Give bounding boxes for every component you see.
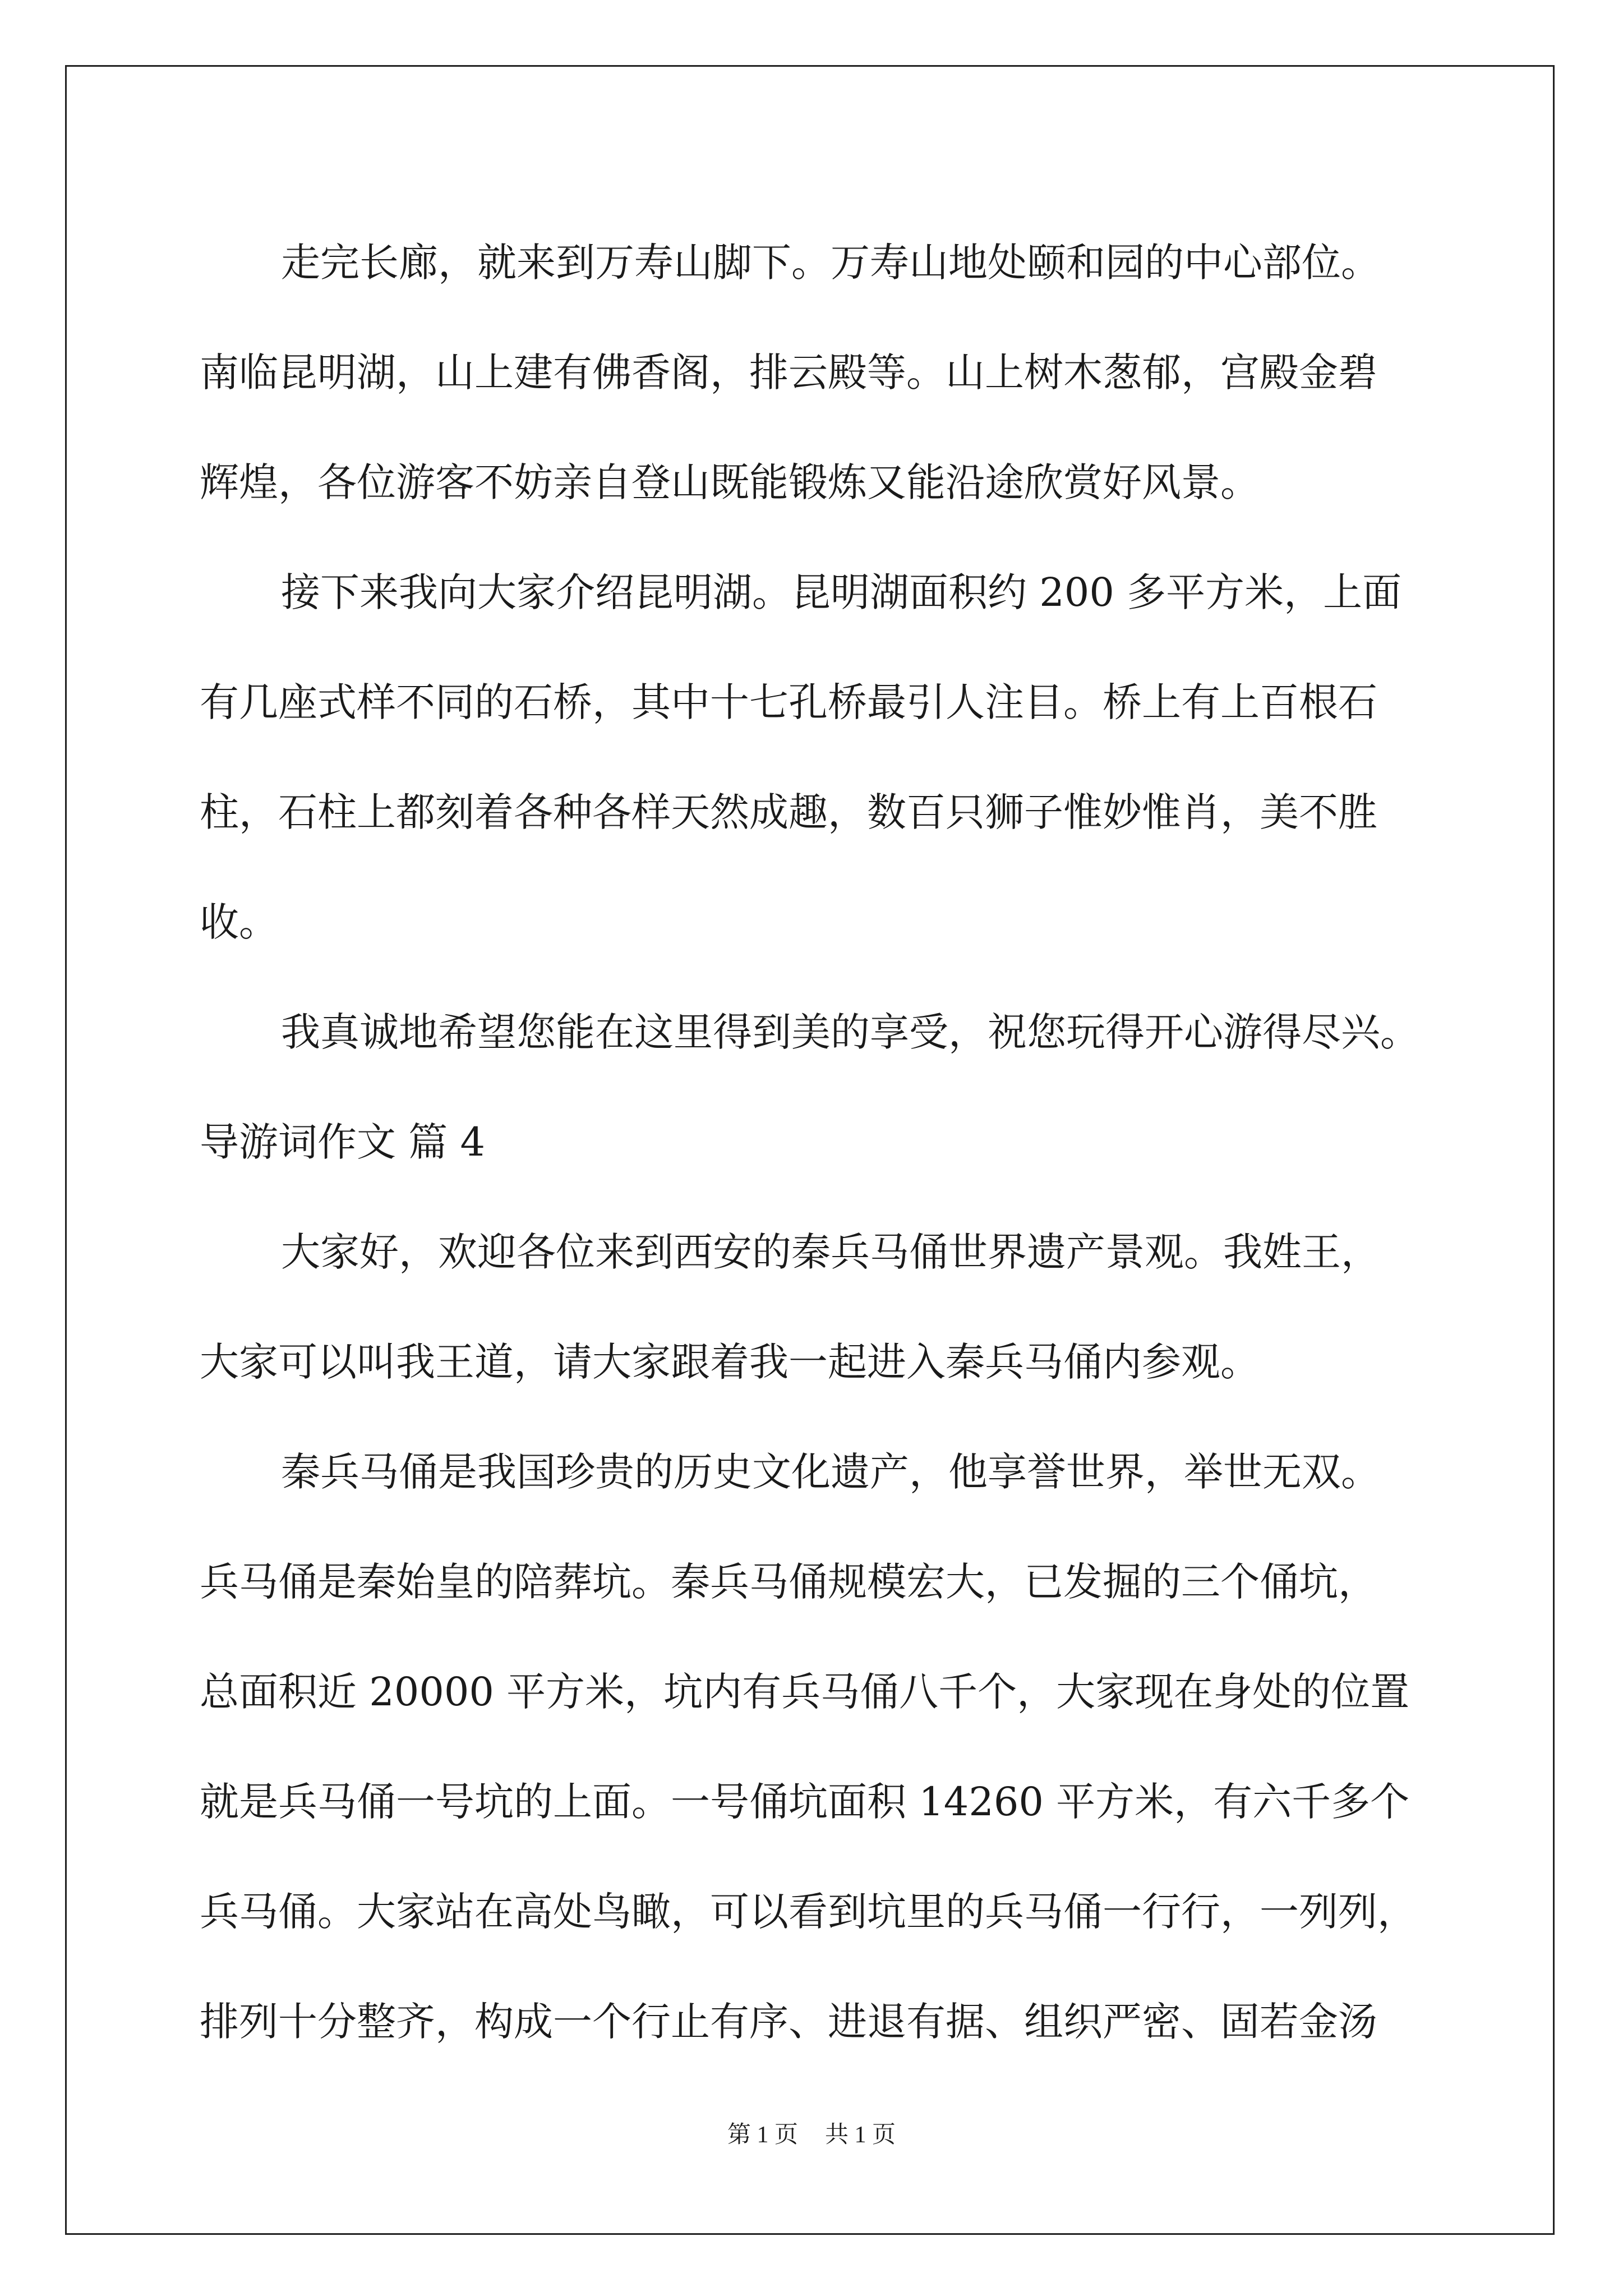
page-footer [0, 2116, 1623, 2150]
text-line: 就是兵马俑一号坑的上面。一号俑坑面积 14260 平方米，有六千多个 [200, 1779, 1410, 1825]
text-line: 秦兵马俑是我国珍贵的历史文化遗产，他享誉世界，举世无双。 [281, 1449, 1380, 1495]
text-line: 有几座式样不同的石桥，其中十七孔桥最引人注目。桥上有上百根石 [200, 679, 1377, 725]
text-line: 南临昆明湖，山上建有佛香阁，排云殿等。山上树木葱郁，宫殿金碧 [200, 349, 1377, 395]
document-body [200, 208, 1433, 2077]
text-line: 接下来我向大家介绍昆明湖。昆明湖面积约 200 多平方米，上面 [281, 569, 1402, 615]
text-line: 排列十分整齐，构成一个行止有序、进退有据、组织严密、固若金汤 [200, 1999, 1377, 2045]
text-line: 大家可以叫我王道，请大家跟着我一起进入秦兵马俑内参观。 [200, 1339, 1260, 1385]
text-line: 柱，石柱上都刻着各种各样天然成趣，数百只狮子惟妙惟肖，美不胜 [200, 789, 1377, 835]
page-number: 第 1 页 [727, 2122, 798, 2148]
text-line: 收。 [200, 899, 278, 945]
text-line: 辉煌，各位游客不妨亲自登山既能锻炼又能沿途欣赏好风景。 [200, 459, 1260, 505]
text-line: 大家好，欢迎各位来到西安的秦兵马俑世界遗产景观。我姓王， [281, 1229, 1380, 1275]
text-line: 走完长廊，就来到万寿山脚下。万寿山地处颐和园的中心部位。 [281, 240, 1380, 286]
text-line: 兵马俑是秦始皇的陪葬坑。秦兵马俑规模宏大，已发掘的三个俑坑， [200, 1559, 1377, 1605]
page-total: 共 1 页 [825, 2122, 896, 2148]
section-heading: 导游词作文 篇 4 [200, 1119, 486, 1165]
text-line: 兵马俑。大家站在高处鸟瞰，可以看到坑里的兵马俑一行行，一列列， [200, 1889, 1417, 1935]
text-line: 我真诚地希望您能在这里得到美的享受，祝您玩得开心游得尽兴。 [281, 1009, 1419, 1055]
text-line: 总面积近 20000 平方米，坑内有兵马俑八千个，大家现在身处的位置 [200, 1669, 1410, 1715]
